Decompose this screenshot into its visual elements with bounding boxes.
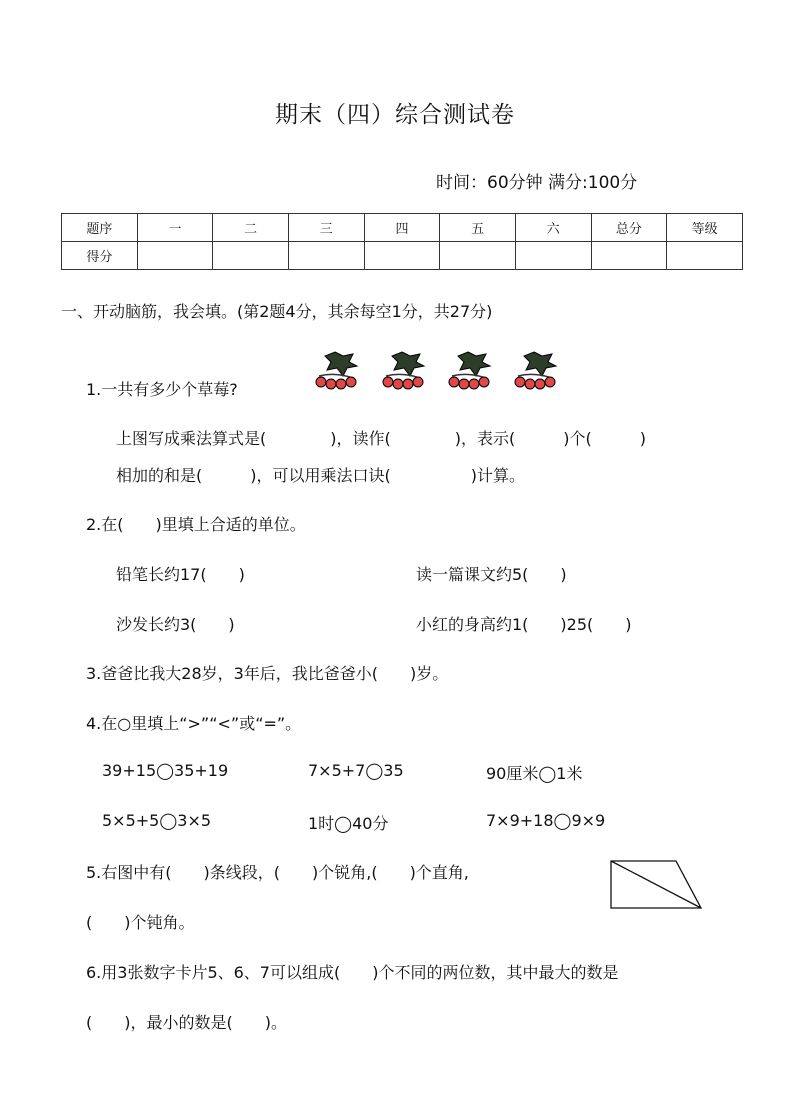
q2-question: 2.在( )里填上合适的单位。 [86, 515, 306, 534]
header-cell: 四 [364, 214, 440, 242]
strawberry-icon [446, 350, 492, 392]
header-cell: 一 [137, 214, 213, 242]
q1-line-2: 相加的和是( )，可以用乘法口诀( )计算。 [116, 466, 525, 485]
trapezoid-figure [606, 856, 706, 912]
q2-item-d: 小红的身高约1( )25( ) [416, 615, 632, 634]
q2-item-a: 铅笔长约17( ) [116, 565, 245, 584]
q6-line-1: 6.用3张数字卡片5、6、7可以组成( )个不同的两位数，其中最大的数是 [86, 963, 619, 982]
score-cell[interactable] [364, 242, 440, 270]
q6-line-2: ( )，最小的数是( )。 [86, 1013, 287, 1032]
q4-item: 90厘米◯1米 [486, 764, 583, 783]
q4-item: 39+15◯35+19 [102, 761, 229, 780]
score-table [61, 213, 743, 270]
q2-item-b: 读一篇课文约5( ) [416, 565, 567, 584]
page-title: 期末（四）综合测试卷 [275, 102, 515, 128]
score-cell[interactable] [137, 242, 213, 270]
header-cell: 二 [213, 214, 289, 242]
q4-item: 1时◯40分 [308, 814, 389, 833]
q3-question: 3.爸爸比我大28岁，3年后，我比爸爸小( )岁。 [86, 664, 449, 683]
q4-question: 4.在○里填上“>”“<”或“=”。 [86, 714, 302, 733]
header-cell: 五 [440, 214, 516, 242]
q5-line-1: 5.右图中有( )条线段，( )个锐角,( )个直角, [86, 863, 469, 882]
score-table-score-row [62, 242, 743, 270]
strawberry-icon [512, 350, 558, 392]
score-cell[interactable] [515, 242, 591, 270]
score-cell[interactable] [440, 242, 516, 270]
row-label-cell: 得分 [62, 242, 138, 270]
score-cell[interactable] [667, 242, 743, 270]
q4-item: 7×9+18◯9×9 [486, 811, 606, 830]
score-cell[interactable] [288, 242, 364, 270]
q4-item: 7×5+7◯35 [308, 761, 404, 780]
header-cell: 题序 [62, 214, 138, 242]
header-cell: 等级 [667, 214, 743, 242]
strawberry-icon [313, 350, 359, 392]
q1-question: 1.一共有多少个草莓? [86, 380, 238, 399]
header-cell: 六 [515, 214, 591, 242]
q2-item-c: 沙发长约3( ) [116, 615, 235, 634]
q5-line-2: ( )个钝角。 [86, 913, 195, 932]
strawberry-icon [380, 350, 426, 392]
header-cell: 总分 [591, 214, 667, 242]
q4-item: 5×5+5◯3×5 [102, 811, 212, 830]
header-cell: 三 [288, 214, 364, 242]
exam-meta: 时间：60分钟 满分:100分 [436, 173, 638, 193]
score-table-header-row [62, 214, 743, 242]
q1-line-1: 上图写成乘法算式是( )，读作( )，表示( )个( ) [116, 429, 646, 448]
score-cell[interactable] [591, 242, 667, 270]
section-1-heading: 一、开动脑筋，我会填。(第2题4分，其余每空1分，共27分) [61, 302, 493, 321]
score-cell[interactable] [213, 242, 289, 270]
